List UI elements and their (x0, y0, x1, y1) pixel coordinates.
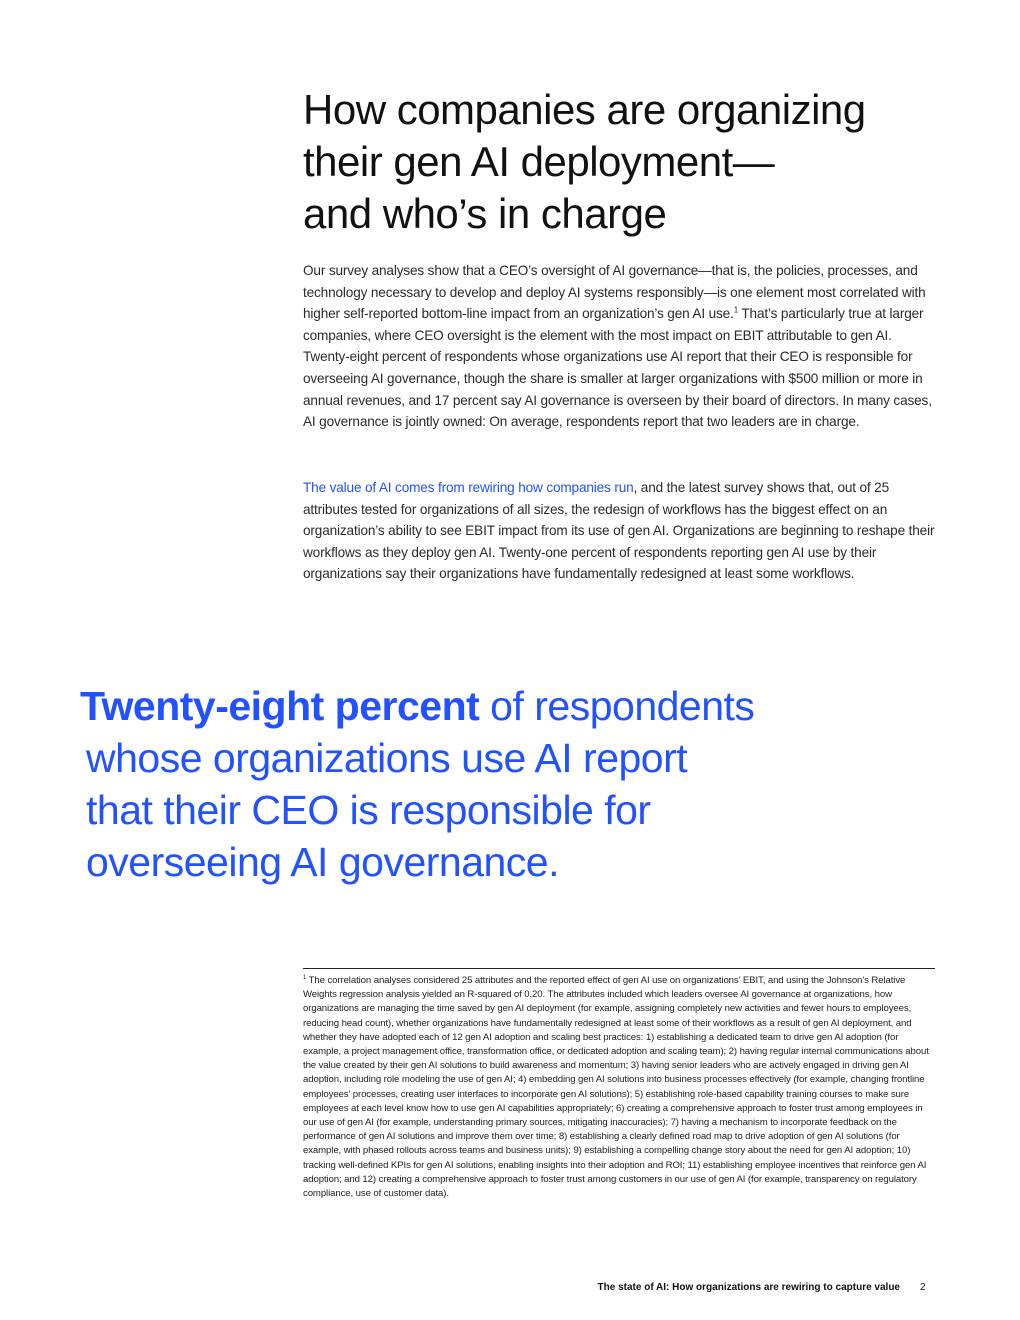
pull-quote-line-1-rest: of respondents (479, 683, 755, 729)
paragraph-2-text: , and the latest survey shows that, out of 25 attributes tested for organizations of all sizes, the redesign of workflows has the biggest effect on an organization’s ability to see EBIT impact from its use of gen AI. Organizations are beginning to reshape their workflows as they deploy gen AI. Twenty-one percent of respondents reporting gen AI use by their organizations say their organizations have fundamentally redesigned at least some workflows. (303, 480, 935, 582)
paragraph-1-text-a: Our survey analyses show that a CEO’s oversight of AI governance—that is, the policies, processes, and technology necessary to develop and deploy AI systems responsibly—is one element most correlated with higher self-reported bottom-line impact from an organization’s gen AI use. (303, 263, 926, 322)
paragraph-1-text-b: That’s particularly true at larger companies, where CEO oversight is the element with the most impact on EBIT attributable to gen AI. Twenty-eight percent of respondents whose organizations use AI report that their CEO is responsible for overseeing AI governance, though the share is smaller at larger organizations with $500 million or more in annual revenues, and 17 percent say AI governance is overseen by their board of directors. In many cases, AI governance is jointly owned: On average, respondents report that two leaders are in charge. (303, 306, 932, 430)
body-paragraph-1 (303, 260, 935, 433)
footnote (303, 974, 931, 1201)
pull-quote (80, 680, 880, 888)
title-line-3: and who’s in charge (303, 190, 667, 237)
pull-quote-line-1 (80, 680, 880, 732)
pull-quote-line-2: whose organizations use AI report (86, 735, 688, 781)
page-number: 2 (920, 1282, 926, 1293)
footer-publication-title: The state of AI: How organizations are rewiring to capture value (597, 1282, 900, 1293)
section-title (303, 84, 943, 240)
footnote-marker: 1 (303, 974, 307, 981)
footnote-reference[interactable]: 1 (733, 305, 738, 315)
pull-quote-highlight: Twenty-eight percent (80, 683, 480, 729)
footnote-divider (303, 968, 935, 969)
title-line-1: How companies are organizing (303, 86, 866, 133)
pull-quote-line-3: that their CEO is responsible for (86, 787, 651, 833)
body-paragraph-2 (303, 477, 935, 585)
title-line-2: their gen AI deployment— (303, 138, 775, 185)
footnote-text: The correlation analyses considered 25 attributes and the reported effect of gen AI use on organizations’ EBIT, and using the Johnson’s Relative Weights regression analysis yielded an R-squared of 0.20. The attributes included which leaders oversee AI governance at organizations, how organizations are managing the time saved by gen AI deployment (for example, assigning completely new activities and fewer hours to employees, reducing head count), whether organizations have fundamentally redesigned at least some of their workflows as a result of gen AI deployment, and whether they have adopted each of 12 gen AI adoption and scaling best practices: 1) establishing a dedicated team to drive gen AI adoption (for example, a project management office, transformation office, or dedicated adoption and scaling team); 2) having regular internal communications about the value created by their gen AI solutions to build awareness and momentum; 3) having senior leaders who are actively engaged in driving gen AI adoption, including role modeling the use of gen AI; 4) embedding gen AI solutions into business processes effectively (for example, changing frontline employees’ processes, creating user interfaces to incorporate gen AI solutions); 5) establishing role-based capability training courses to make sure employees at each level know how to use gen AI capabilities appropriately; 6) creating a comprehensive approach to foster trust among employees in our use of gen AI (for example, understanding primary sources, mitigating inaccuracies); 7) having a mechanism to incorporate feedback on the performance of gen AI solutions and improve them over time; 8) establishing a clearly defined road map to drive adoption of gen AI solutions (for example, with phased rollouts across teams and business units); 9) establishing a compelling change story about the need for gen AI adoption; 10) tracking well-defined KPIs for gen AI solutions, enabling insights into their adoption and ROI; 11) establishing employee incentives that reinforce gen AI adoption; and 12) creating a comprehensive approach to foster trust among customers in our use of gen AI (for example, transparency on regulatory compliance, use of customer data). (303, 975, 929, 1200)
rewiring-article-link[interactable]: The value of AI comes from rewiring how companies run (303, 480, 634, 495)
pull-quote-line-4: overseeing AI governance. (86, 839, 559, 885)
